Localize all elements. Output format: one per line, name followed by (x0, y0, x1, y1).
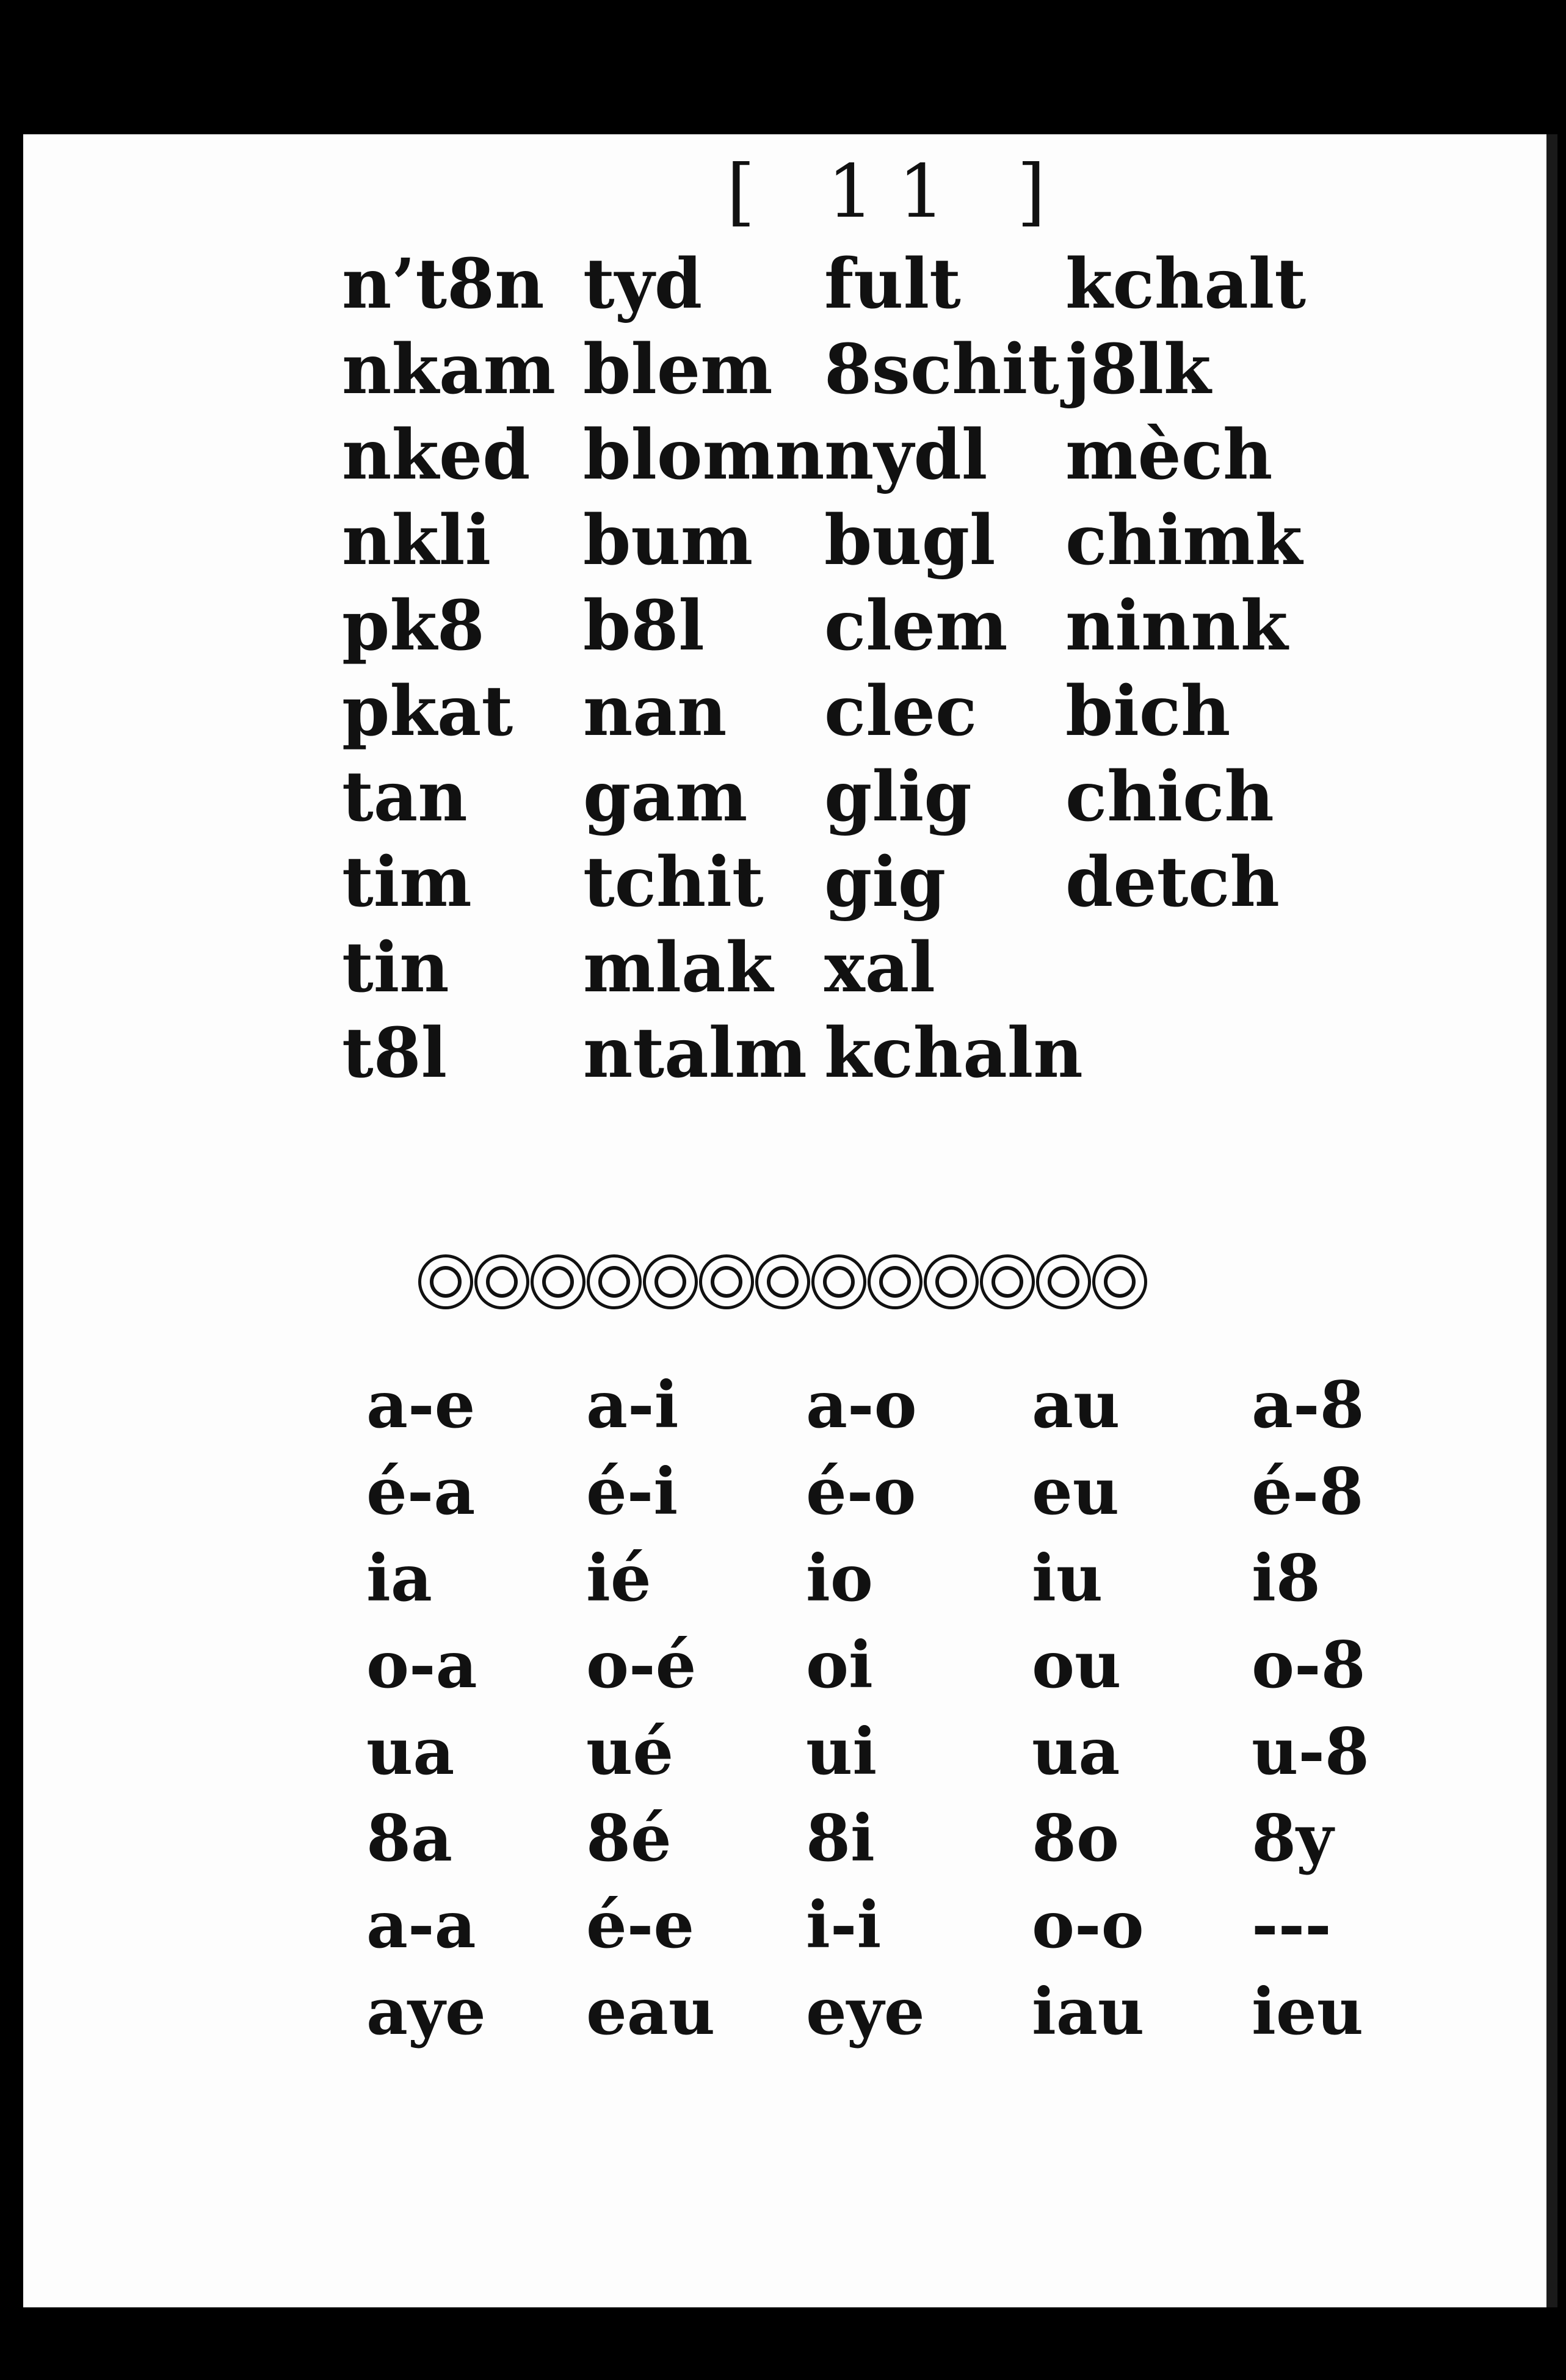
vowel-row (366, 1448, 1471, 1535)
vowel-cell: 8é (586, 1800, 672, 1876)
word-cell: nkli (342, 500, 491, 581)
vowel-cell: a-i (586, 1367, 679, 1442)
word-row (342, 412, 1307, 497)
word-row (342, 925, 1307, 1010)
double-ring-icon (699, 1254, 754, 1309)
word-cell: bum (583, 500, 753, 581)
ring-ornament-divider (418, 1254, 1147, 1309)
word-row (342, 327, 1307, 412)
word-cell: n’t8n (342, 244, 545, 324)
vowel-cell: é-e (586, 1887, 695, 1962)
vowel-cell: ia (366, 1540, 432, 1616)
vowel-cell: o-é (586, 1627, 697, 1702)
vowel-cell: o-8 (1252, 1627, 1366, 1702)
vowel-cell: 8a (366, 1800, 453, 1876)
vowel-cell: ué (586, 1713, 674, 1789)
vowel-cell: ou (1032, 1627, 1122, 1702)
word-cell: bugl (824, 500, 996, 581)
word-cell: 8schit (824, 329, 1059, 410)
word-cell: gig (824, 842, 946, 922)
vowel-cell: 8o (1032, 1800, 1120, 1876)
word-cell: gam (583, 756, 748, 837)
vowel-row (366, 1968, 1471, 2055)
vowel-cell: --- (1252, 1887, 1332, 1962)
double-ring-icon (924, 1254, 979, 1309)
vowel-row (366, 1795, 1471, 1881)
word-row (342, 668, 1307, 754)
double-ring-icon (418, 1254, 473, 1309)
word-cell: j8lk (1065, 329, 1211, 410)
vowel-cell: au (1032, 1367, 1120, 1442)
vowel-cell: é-o (806, 1453, 916, 1529)
vowel-cell: io (806, 1540, 873, 1616)
vowel-row (366, 1708, 1471, 1795)
double-ring-icon (868, 1254, 923, 1309)
word-cell: b8l (583, 585, 705, 666)
vowel-cell: é-i (586, 1453, 678, 1529)
word-cell: clem (824, 585, 1008, 666)
vowel-cell: 8i (806, 1800, 875, 1876)
word-cell: tim (342, 842, 472, 922)
vowel-cell: ua (366, 1713, 455, 1789)
word-cell: blem (583, 329, 773, 410)
word-cell: nked (342, 414, 531, 495)
word-cell: ntalm (583, 1013, 807, 1093)
double-ring-icon (531, 1254, 585, 1309)
vowel-cell: a-e (366, 1367, 476, 1442)
double-ring-icon (587, 1254, 642, 1309)
vowel-cell: i-i (806, 1887, 882, 1962)
word-cell: mlak (583, 927, 774, 1008)
vowel-cell: oi (806, 1627, 873, 1702)
word-cell: tan (342, 756, 468, 837)
vowel-cell: o-a (366, 1627, 477, 1702)
word-row (342, 497, 1307, 583)
vowel-cell: aye (366, 1973, 486, 2049)
vowel-cell: 8y (1252, 1800, 1334, 1876)
word-cell: nkam (342, 329, 556, 410)
vowel-cell: i8 (1252, 1540, 1321, 1616)
word-cell: glig (824, 756, 972, 837)
vowel-cell: eu (1032, 1453, 1120, 1529)
vowel-cell: o-o (1032, 1887, 1144, 1962)
vowel-cell: ua (1032, 1713, 1120, 1789)
vowel-cell: é-8 (1252, 1453, 1364, 1529)
word-cell: chich (1065, 756, 1274, 837)
word-cell: mèch (1065, 414, 1273, 495)
vowel-cell: iu (1032, 1540, 1103, 1616)
word-cell: kchaln (824, 1013, 1083, 1093)
word-cell: kchalt (1065, 244, 1307, 324)
vowel-cell: u-8 (1252, 1713, 1369, 1789)
vowel-row (366, 1881, 1471, 1968)
word-cell: nan (583, 671, 727, 751)
word-row (342, 1010, 1307, 1096)
word-cell: tchit (583, 842, 764, 922)
word-cell: blomn (583, 414, 825, 495)
word-cell: pkat (342, 671, 513, 751)
vowel-cell: ieu (1252, 1973, 1364, 2049)
word-cell: tyd (583, 244, 703, 324)
word-cell: bich (1065, 671, 1231, 751)
word-cell: nydl (824, 414, 988, 495)
word-row (342, 583, 1307, 668)
double-ring-icon (474, 1254, 529, 1309)
vowel-cell: ui (806, 1713, 877, 1789)
word-cell: t8l (342, 1013, 448, 1093)
word-row (342, 839, 1307, 925)
vowel-cell: a-o (806, 1367, 917, 1442)
vowel-cell: eye (806, 1973, 925, 2049)
vowel-row (366, 1621, 1471, 1708)
vowel-row (366, 1361, 1471, 1448)
vowel-cell: é-a (366, 1453, 476, 1529)
word-row (342, 241, 1307, 327)
vowel-cell: a-a (366, 1887, 476, 1962)
double-ring-icon (1092, 1254, 1147, 1309)
vowel-cell: ié (586, 1540, 651, 1616)
word-row (342, 754, 1307, 839)
vowel-cell: a-8 (1252, 1367, 1365, 1442)
word-cell: tin (342, 927, 449, 1008)
word-cell: xal (824, 927, 935, 1008)
vowel-table (366, 1361, 1471, 2055)
word-cell: detch (1065, 842, 1280, 922)
vowel-cell: iau (1032, 1973, 1145, 2049)
double-ring-icon (1036, 1254, 1091, 1309)
word-cell: pk8 (342, 585, 485, 666)
word-table (342, 241, 1307, 1096)
double-ring-icon (643, 1254, 698, 1309)
vowel-row (366, 1535, 1471, 1621)
word-cell: clec (824, 671, 977, 751)
double-ring-icon (755, 1254, 810, 1309)
page-number: [ 11 ] (727, 150, 1070, 234)
double-ring-icon (811, 1254, 866, 1309)
word-cell: ninnk (1065, 585, 1288, 666)
vowel-cell: eau (586, 1973, 716, 2049)
word-cell: fult (824, 244, 961, 324)
word-cell: chimk (1065, 500, 1303, 581)
double-ring-icon (980, 1254, 1035, 1309)
